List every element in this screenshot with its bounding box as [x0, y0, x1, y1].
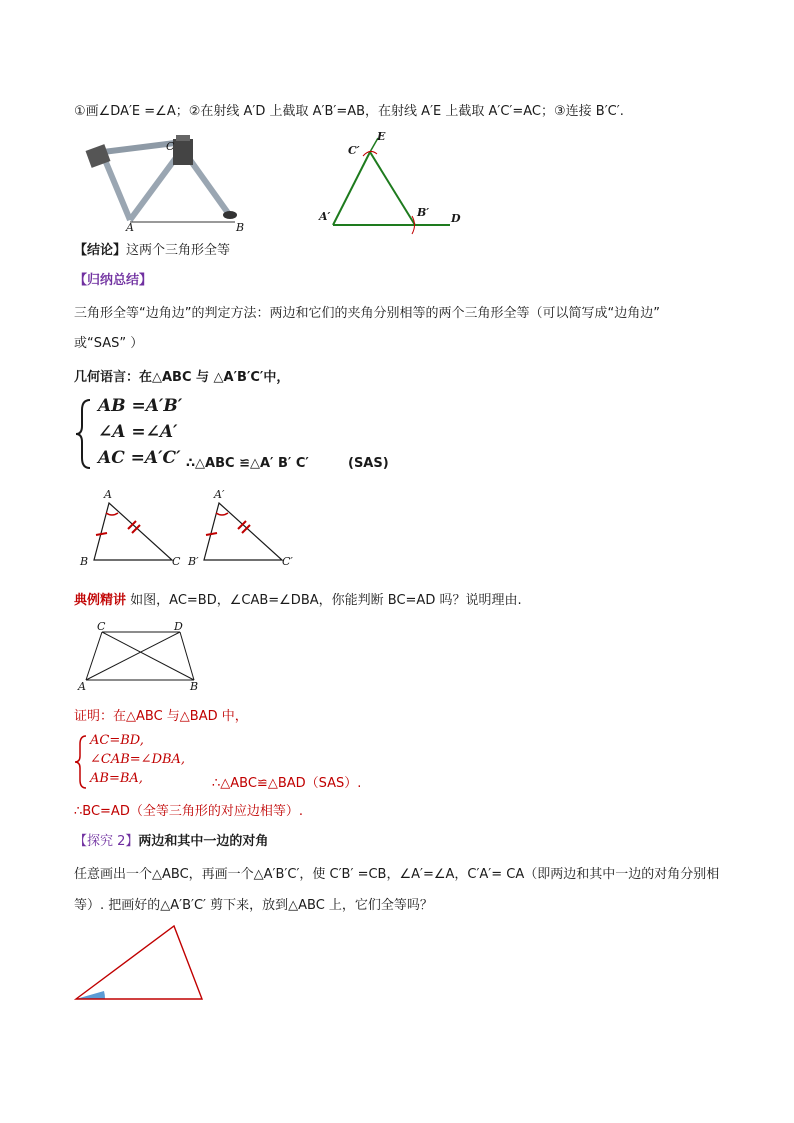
pair-label-b: B: [80, 555, 89, 568]
brace-icon: [74, 398, 94, 470]
construction-label-e: E: [377, 130, 386, 143]
conclusion-tag: 【结论】: [74, 243, 127, 258]
pair-label-b-prime: B′: [188, 555, 199, 568]
steps-text: ①画∠DA′E =∠A；②在射线 A′D 上截取 A′B′=AB，在射线 A′E 上截取 A′C′=AC；③连接 B′C′.: [74, 104, 624, 119]
explore2-tag: 【探究 2】: [74, 834, 139, 849]
example-drawing: [76, 620, 206, 692]
pair-label-c-prime: C′: [282, 555, 293, 568]
pair-label-c: C: [172, 555, 181, 568]
explore2-heading: [74, 833, 268, 851]
compass-figure: [70, 135, 250, 235]
geometry-condition-1: AB =A′B′: [98, 396, 183, 416]
example-figure: [76, 620, 206, 692]
example-label-a: A: [78, 680, 86, 693]
example-label-b: B: [190, 680, 199, 693]
conclusion: [74, 242, 230, 260]
compass-label-c: C: [166, 140, 175, 153]
construction-label-c: C′: [348, 144, 360, 157]
compass-label-b: B: [236, 221, 245, 234]
example-label-d: D: [174, 620, 183, 633]
example-label-c: C: [97, 620, 106, 633]
compass-drawing: [70, 135, 250, 235]
construction-label-d: D: [451, 212, 461, 225]
explore2-line-2: 等）. 把画好的△A′B′C′ 剪下来，放到△ABC 上，它们全等吗？: [74, 898, 433, 913]
conclusion-text: 这两个三角形全等: [126, 243, 231, 258]
construction-label-a: A′: [319, 210, 331, 223]
construction-label-b: B′: [417, 206, 430, 219]
geometry-reason: (SAS): [348, 456, 389, 471]
example: [74, 592, 522, 610]
construction-figure: [315, 130, 475, 235]
proof-condition-3: AB=BA,: [90, 771, 143, 786]
example-tag: 典例精讲: [74, 593, 127, 608]
pair-label-a-prime: A′: [214, 488, 225, 501]
proof-final: ∴BC=AD（全等三角形的对应边相等）.: [74, 804, 303, 819]
example-question: 如图，AC=BD，∠CAB=∠DBA，你能判断 BC=AD 吗？说明理由.: [130, 593, 522, 608]
proof-lead: 证明：在△ABC 与△BAD 中，: [74, 709, 248, 724]
proof-condition-2: ∠CAB=∠DBA,: [90, 752, 186, 767]
triangle-pair-figure: [74, 485, 304, 575]
summary-line-2: 或“SAS” ）: [74, 336, 144, 351]
explore2-line-1: 任意画出一个△ABC，再画一个△A′B′C′，使 C′B′ =CB，∠A′=∠A，C′A′= CA（即两边和其中一边的对角分别相: [74, 867, 720, 882]
compass-label-a: A: [126, 221, 134, 234]
geometry-condition-2: ∠A =∠A′: [98, 422, 178, 442]
geometry-condition-3: AC =A′C′: [98, 448, 181, 468]
geometry-lead: 几何语言：在△ABC 与 △A′B′C′中，: [74, 370, 290, 385]
summary-heading: 【归纳总结】: [74, 273, 153, 288]
explore2-triangle: [70, 920, 210, 1005]
pair-label-a: A: [104, 488, 112, 501]
geometry-result: ∴△ABC ≌△A′ B′ C′: [186, 456, 309, 471]
summary-line-1: 三角形全等“边角边”的判定方法：两边和它们的夹角分别相等的两个三角形全等（可以简写成“边角边”: [74, 306, 660, 321]
proof-condition-1: AC=BD,: [90, 733, 144, 748]
proof-result: ∴△ABC≌△BAD（SAS）.: [212, 776, 362, 791]
proof-brace-icon: [74, 734, 88, 790]
explore2-title: 两边和其中一边的对角: [138, 834, 269, 849]
